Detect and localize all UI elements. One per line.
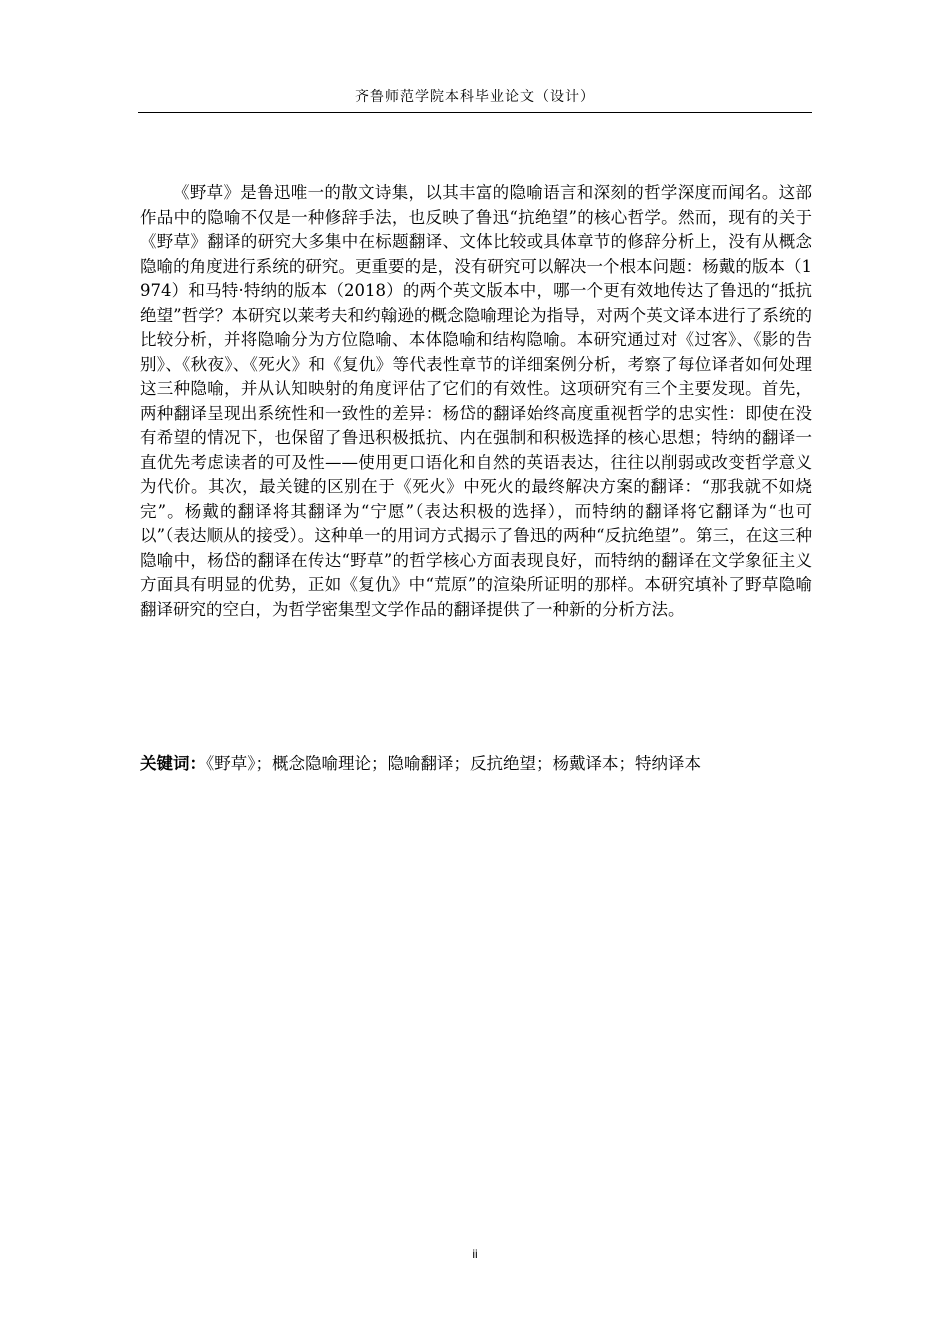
header-title: 齐鲁师范学院本科毕业论文（设计） [355, 89, 595, 105]
keywords-label: 关键词： [140, 754, 206, 773]
abstract-paragraph: 《野草》是鲁迅唯一的散文诗集，以其丰富的隐喻语言和深刻的哲学深度而闻名。这部作品中的隐喻不仅是一种修辞手法，也反映了鲁迅“抗绝望”的核心哲学。然而，现有的关于《野草》翻译的研究大多集中在标题翻译、文体比较或具体章节的修辞分析上，没有从概念隐喻的角度进行系统的研究。更重要的是，没有研究可以解决一个根本问题：杨戴的版本（1974）和马特·特纳的版本（2018）的两个英文版本中，哪一个更有效地传达了鲁迅的“抵抗绝望”哲学？本研究以莱考夫和约翰逊的概念隐喻理论为指导，对两个英文译本进行了系统的比较分析，并将隐喻分为方位隐喻、本体隐喻和结构隐喻。本研究通过对《过客》、《影的告别》、《秋夜》、《死火》和《复仇》等代表性章节的详细案例分析，考察了每位译者如何处理这三种隐喻，并从认知映射的角度评估了它们的有效性。这项研究有三个主要发现。首先，两种翻译呈现出系统性和一致性的差异：杨岱的翻译始终高度重视哲学的忠实性：即使在没有希望的情况下，也保留了鲁迅积极抵抗、内在强制和积极选择的核心思想；特纳的翻译一直优先考虑读者的可及性——使用更口语化和自然的英语表达，往往以削弱或改变哲学意义为代价。其次，最关键的区别在于《死火》中死火的最终解决方案的翻译：“那我就不如烧完”。杨戴的翻译将其翻译为“宁愿”（表达积极的选择），而特纳的翻译将它翻译为“也可以”（表达顺从的接受）。这种单一的用词方式揭示了鲁迅的两种“反抗绝望”。第三，在这三种隐喻中，杨岱的翻译在传达“野草”的哲学核心方面表现良好，而特纳的翻译在文学象征主义方面具有明显的优势，正如《复仇》中“荒原”的渲染所证明的那样。本研究填补了野草隐喻翻译研究的空白，为哲学密集型文学作品的翻译提供了一种新的分析方法。 [140, 183, 812, 619]
keywords-text: 《野草》；概念隐喻理论；隐喻翻译；反抗绝望；杨戴译本；特纳译本 [206, 754, 701, 773]
keywords-paragraph [140, 752, 812, 777]
page-number: ii [472, 1247, 478, 1261]
page-header [138, 86, 812, 113]
